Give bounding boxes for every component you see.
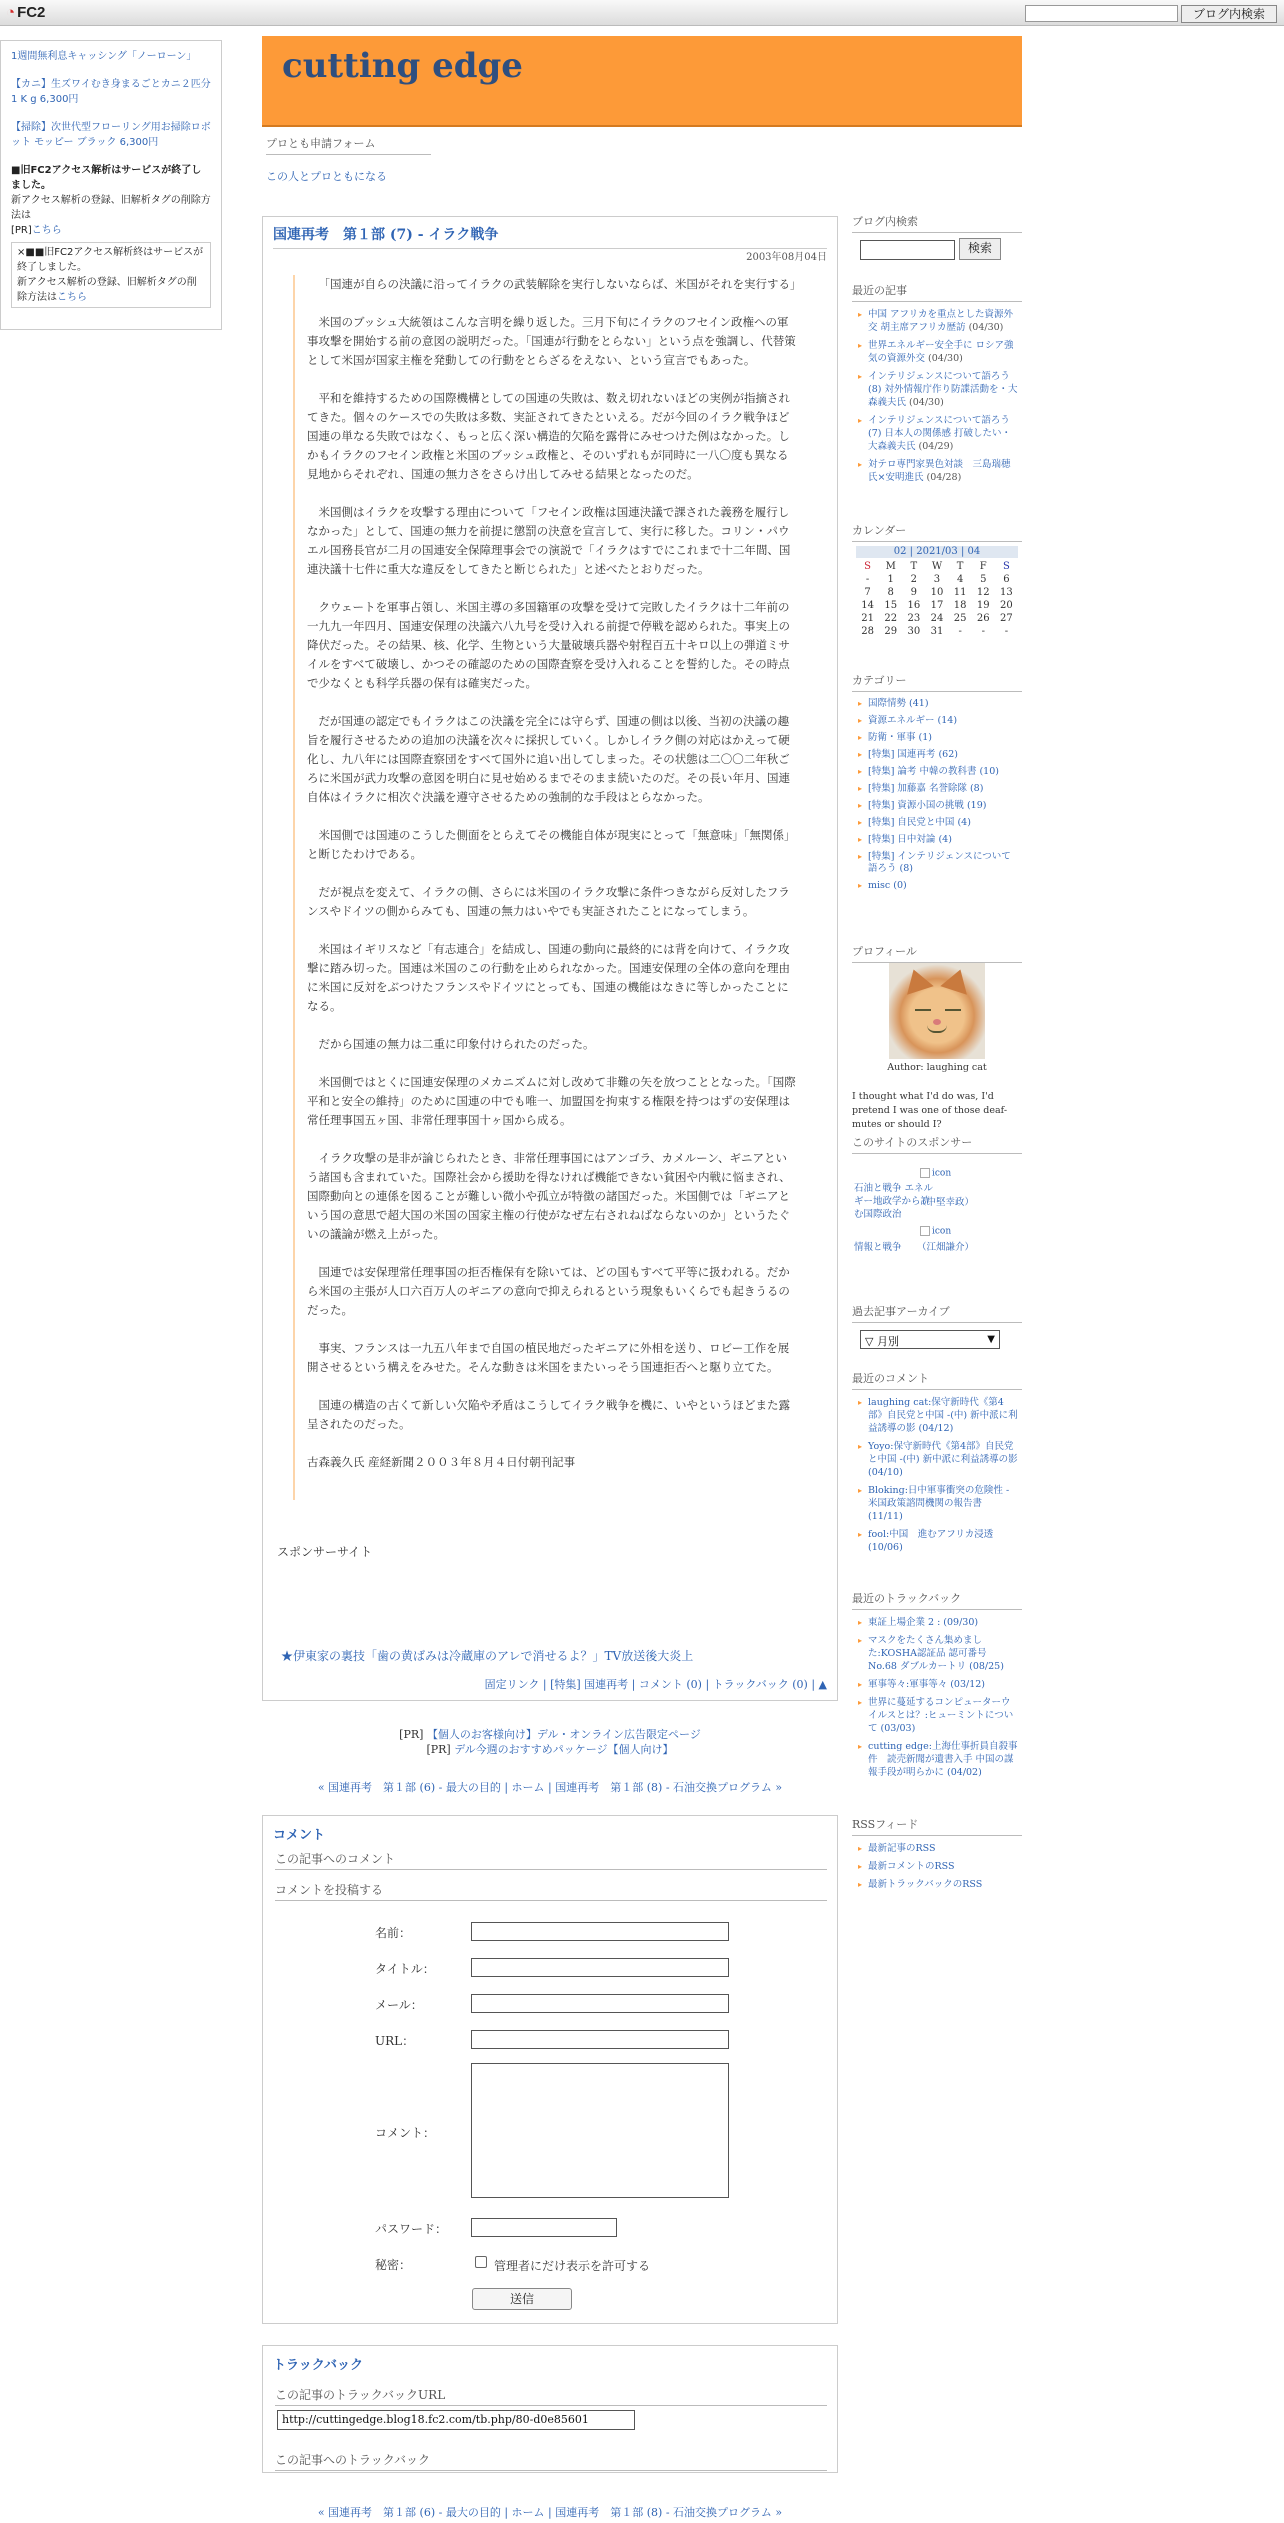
secret-checkbox[interactable]	[475, 2256, 487, 2268]
entry	[262, 216, 838, 1701]
password-input[interactable]	[471, 2218, 617, 2237]
broken-image-icon	[920, 1226, 930, 1236]
category-item[interactable]: ▸ [特集] 日中対論 (4)	[858, 834, 1018, 846]
mail-label: メール：	[375, 1998, 423, 2012]
calendar	[856, 546, 1018, 638]
paragraph: 事実、フランスは一九五八年まで自国の植民地だったギニアに外相を送り、ロビー工作を展開させるという構えをみせた。そんな動きは米国をまたいっそう国連拒否へと駆り立てた。	[307, 1341, 790, 1374]
trackback-section	[262, 2345, 838, 2473]
calendar-next[interactable]: 04	[967, 546, 981, 557]
sidebar-search-heading: ブログ内検索	[852, 213, 1022, 233]
trackback-heading: トラックバック	[273, 2358, 363, 2373]
sponsor-link[interactable]: 情報と戦争	[854, 1242, 902, 1253]
profile-description: I thought what I'd do was, I'd pretend I was one of those deaf-mutes or should I?	[852, 1091, 1008, 1130]
recent-trackback-item[interactable]: ▸ 軍事等々:軍事等々 (03/12)	[858, 1678, 1018, 1691]
paragraph: 米国はイギリスなど「有志連合」を結成し、国連の動向に最終的には背を向けて、イラク攻撃に踏み切った。国連は米国のこの行動を止められなかった。国連安保理の全体の意向を理由に米国に反対をぶつけたフランスやドイツにとっても、国連の機能はなきに等しかったことになる。	[307, 942, 790, 1013]
recent-comment-item[interactable]: ▸ Yoyo:保守新時代《第4部》自民党と中国 -(中) 新中派に利益誘導の影 (04/10)	[858, 1440, 1018, 1479]
sidebar-search-input[interactable]	[860, 240, 955, 260]
ad-link[interactable]: 【掃除】次世代型フローリング用お掃除ロボット モッピー ブラック 6,300円	[11, 122, 211, 148]
recent-comments-heading: 最近のコメント	[852, 1370, 1022, 1390]
trackback-url-heading: この記事のトラックバックURL	[275, 2386, 827, 2406]
comment-section	[262, 1815, 838, 2324]
analytics-notice: ■旧FC2アクセス解析はサービスが終了しました。 新アクセス解析の登録、旧解析タグの削除方法は [PR]こちら	[11, 165, 211, 236]
calendar-grid: S M T W T F S - 1 2 3 4 5 6 7 8 9 10 11 12 13 14 15 16 17 18 19 20 21 22 23 24 25 26 27 28 29 30 31 - - -	[861, 561, 1013, 637]
paragraph: 米国側はイラクを攻撃する理由について「フセイン政権は国連決議で課された義務を履行しなかった」として、国連の無力を前提に懲罰の決意を宣言して、実行に移した。コリン・パウエル国務長官が二月の国連安全保障理事会での演説で「イラクはすでにこれまで十二年間、国連決議十七件に重大な違反をしてきたと断じられた」と述べたとおりだった。	[307, 505, 791, 576]
pr-link[interactable]: 【個人のお客様向け】デル・オンライン広告限定ページ	[426, 1728, 701, 1741]
recent-posts-heading: 最近の記事	[852, 282, 1022, 302]
ad-link[interactable]: 【カニ】生ズワイむき身まるごとカニ２匹分 1 K g 6,300円	[11, 79, 211, 105]
tv-ad-link[interactable]: ★伊東家の裏技「歯の黄ばみは冷蔵庫のアレで消せるよ？」TV放送後大炎上	[281, 1649, 694, 1663]
paragraph: 「国連が自らの決議に沿ってイラクの武装解除を実行しないならば、米国がそれを実行する」	[318, 277, 802, 291]
entry-date: 2003年08月04日	[746, 252, 827, 263]
fc2-logo[interactable]: ◔ FC2	[6, 4, 46, 21]
pro-link[interactable]: この人とプロともになる	[266, 170, 387, 183]
name-label: 名前：	[375, 1926, 412, 1940]
entry-navigation[interactable]: « 国連再考 第１部 (6) - 最大の目的 | ホーム | 国連再考 第１部 (8) - 石油交換プログラム »	[317, 1781, 783, 1794]
blog-title[interactable]: cutting edge	[282, 46, 523, 86]
comment-textarea[interactable]	[471, 2063, 729, 2198]
ad-link[interactable]: 1週間無利息キャッシング「ノーローン」	[11, 51, 197, 62]
profile-heading: プロフィール	[852, 943, 1022, 963]
categories-list	[858, 698, 1018, 897]
pr-link[interactable]: デル今週のおすすめパッケージ【個人向け】	[454, 1743, 674, 1756]
comment-label: コメント：	[375, 2126, 436, 2140]
profile-author: Author: laughing cat	[887, 1062, 987, 1073]
url-input[interactable]	[471, 2030, 729, 2049]
password-label: パスワード：	[375, 2222, 448, 2236]
entry-footer-links[interactable]: 固定リンク | [特集] 国連再考 | コメント (0) | トラックバック (0) | ▲	[484, 1678, 827, 1691]
pro-form-heading: プロとも申請フォーム	[266, 135, 431, 155]
left-ad-column	[0, 40, 222, 330]
sponsor-image[interactable]: icon	[920, 1168, 951, 1179]
paragraph: 米国側では国連のこうした側面をとらえてその機能自体が現実にとって「無意味」「無関係」と断じたわけである。	[307, 828, 796, 861]
mail-input[interactable]	[471, 1994, 729, 2013]
recent-post-item[interactable]: ▸ 中国 アフリカを重点とした資源外交 胡主席アフリカ歴訪 (04/30)	[858, 308, 1018, 334]
name-input[interactable]	[471, 1922, 729, 1941]
recent-comments-list	[858, 1396, 1018, 1559]
url-label: URL：	[375, 2034, 415, 2048]
recent-trackbacks-heading: 最近のトラックバック	[852, 1590, 1022, 1610]
category-item[interactable]: ▸ 資源エネルギー (14)	[858, 715, 1018, 727]
title-input[interactable]	[471, 1958, 729, 1977]
blog-header	[262, 36, 1022, 127]
paragraph: 平和を維持するための国際機構としての国連の失敗は、数え切れないほどの実例が指摘されてきた。個々のケースでの失敗は多数、実証されてきたといえる。だが今回のイラク戦争ほど国連の単なる失敗ではなく、もっと広く深い構造的欠陥を露骨にみせつけた例はなかった。しかもイラクのフセイン政権と米国のブッシュ政権と、そのいずれもが同時に一八〇度も異なる見地からそれぞれ、国連の無力さをさらけ出してみせる結果となったのだ。	[307, 391, 790, 481]
paragraph: 米国側ではとくに国連安保理のメカニズムに対し改めて非難の矢を放つこととなった。「国際平和と安全の維持」のために国連の中でも唯一、加盟国を拘束する権限を持つはずの安保理は常任理事国五ヶ国、非常任理事国十ヶ国から成る。	[307, 1075, 796, 1127]
notice-link[interactable]: こちら	[31, 225, 62, 236]
category-item[interactable]: ▸ [特集] 論考 中韓の教科書 (10)	[858, 766, 1018, 778]
archive-month-select[interactable]: ▽ 月別 ▼	[860, 1330, 1000, 1349]
calendar-month-nav: 02 | 2021/03 | 04	[856, 546, 1018, 558]
rss-item[interactable]: ▸ 最新記事のRSS	[858, 1842, 1018, 1855]
entry-body	[293, 275, 805, 1500]
calendar-heading: カレンダー	[852, 522, 1022, 542]
sponsor-label: スポンサーサイト	[277, 1545, 373, 1559]
secret-label: 秘密：	[375, 2258, 412, 2272]
paragraph: 米国のブッシュ大統領はこんな言明を繰り返した。三月下旬にイラクのフセイン政権への軍事攻撃を開始する前の意図の説明だった。「国連が行動をとらない」という点を強調し、代替策として米国が国家主権を発動しての行動をとらざるをえない、という宣言でもあった。	[307, 315, 796, 367]
sponsor-image[interactable]: icon	[920, 1226, 951, 1237]
notice-link[interactable]: こちら	[57, 292, 87, 303]
category-item[interactable]: ▸ 国際情勢 (41)	[858, 698, 1018, 710]
archive-heading: 過去記事アーカイブ	[852, 1303, 1022, 1323]
entry-title[interactable]: 国連再考 第１部 (7) - イラク戦争	[273, 224, 827, 249]
profile-avatar	[889, 963, 985, 1059]
sponsor-note: （江畑謙介）	[917, 1242, 975, 1253]
sponsors-heading: このサイトのスポンサー	[852, 1134, 1022, 1154]
sidebar-search-button[interactable]: 検索	[959, 238, 1001, 260]
rss-heading: RSSフィード	[852, 1816, 1022, 1836]
recent-trackback-item[interactable]: ▸ cutting edge:上海仕事折員自殺事件 読売新聞が遺書入手 中国の謀報手段が明らかに (04/02)	[858, 1740, 1018, 1779]
comment-post-heading: コメントを投稿する	[275, 1881, 827, 1901]
recent-post-item[interactable]: ▸ インテリジェンスについて語ろう (8) 対外情報庁作り防諜活動を・大森義夫氏 (04/30)	[858, 370, 1018, 409]
trackback-list-heading: この記事へのトラックバック	[275, 2451, 827, 2471]
secret-option-label: 管理者にだけ表示を許可する	[494, 2259, 651, 2273]
rss-list	[858, 1842, 1018, 1896]
entry-navigation-bottom[interactable]: « 国連再考 第１部 (6) - 最大の目的 | ホーム | 国連再考 第１部 (8) - 石油交換プログラム »	[317, 2506, 783, 2519]
rss-item[interactable]: ▸ 最新トラックバックのRSS	[858, 1878, 1018, 1891]
fc2-mark-icon: ◔	[6, 4, 16, 21]
recent-comment-item[interactable]: ▸ Bloking:日中軍事衝突の危険性 - 米国政策諮問機関の報告書 (11/11)	[858, 1484, 1018, 1523]
paragraph: だから国連の無力は二重に印象付けられたのだった。	[318, 1037, 595, 1051]
title-label: タイトル：	[375, 1962, 435, 1976]
calendar-prev[interactable]: 02	[893, 546, 907, 557]
comment-list-heading: この記事へのコメント	[275, 1850, 827, 1870]
category-item[interactable]: ▸ [特集] 国連再考 (62)	[858, 749, 1018, 761]
broken-image-icon	[920, 1168, 930, 1178]
categories-heading: カテゴリー	[852, 672, 1022, 692]
category-item[interactable]: ▸ 防衛・軍事 (1)	[858, 732, 1018, 744]
recent-trackback-item[interactable]: ▸ マスクをたくさん集めました:KOSHA認証品 認可番号 No.68 ダブルカートリ (08/25)	[858, 1634, 1018, 1673]
pr-block: [PR] 【個人のお客様向け】デル・オンライン広告限定ページ [PR] デル今週のおすすめパッケージ【個人向け】	[399, 1728, 701, 1756]
fc2-toolbar	[0, 0, 1284, 26]
header-divider	[262, 125, 1022, 127]
paragraph: だが国連の認定でもイラクはこの決議を完全には守らず、国連の側は以後、当初の決議の趣旨を履行させるための追加の決議を次々に採択していく。しかしイラク側の対応はかえって硬化し、九八年には国際査察団をすべて国外に追い出してしまった。その状態は二〇〇二年秋ごろに米国が武力攻撃の意図を明白に見せ始めるまでそのまま続いたのだ。その長い年月、国連自体はイラクに相次ぐ決議を遵守させるための強制的な手段はとらなかった。	[307, 714, 790, 804]
analytics-notice-box: ×■■旧FC2アクセス解析終はサービスが終了しました。 新アクセス解析の登録、旧解析タグの削除方法はこちら	[11, 242, 211, 308]
entry-signature: 古森義久氏 産経新聞２００３年８月４日付朝刊記事	[307, 1455, 576, 1469]
recent-post-item[interactable]: ▸ 世界エネルギー安全手に ロシア強気の資源外交 (04/30)	[858, 339, 1018, 365]
paragraph: だが視点を変えて、イラクの側、さらには米国のイラク攻撃に条件つきながら反対したフランスやドイツの側からみても、国連の無力はいやでも実証されたことになってしまう。	[307, 885, 790, 918]
toolbar-search-input[interactable]	[1025, 5, 1178, 22]
recent-comment-item[interactable]: ▸ laughing cat:保守新時代《第4部》自民党と中国 -(中) 新中派に利益誘導の影 (04/12)	[858, 1396, 1018, 1435]
category-item[interactable]: ▸ [特集] 自民党と中国 (4)	[858, 817, 1018, 829]
submit-button[interactable]: 送信	[472, 2288, 572, 2310]
category-item[interactable]: ▸ [特集] 資源小国の挑戦 (19)	[858, 800, 1018, 812]
category-item[interactable]: ▸ misc (0)	[858, 880, 1018, 892]
recent-trackback-item[interactable]: ▸ 世界に蔓延するコンピューターウイルスとは？:ヒューミントについて (03/03)	[858, 1696, 1018, 1735]
trackback-url-field[interactable]: http://cuttingedge.blog18.fc2.com/tb.php/80-d0e85601	[277, 2410, 635, 2430]
category-item[interactable]: ▸ [特集] インテリジェンスについて語ろう (8)	[858, 851, 1018, 875]
toolbar-search-button[interactable]: ブログ内検索	[1181, 5, 1277, 23]
sponsor-link[interactable]: 石油と戦争 エネルギー地政学から読む国際政治	[854, 1183, 934, 1220]
recent-post-item[interactable]: ▸ 対テロ専門家異色対談 三島瑞穂氏×安明進氏 (04/28)	[858, 458, 1018, 484]
recent-posts-list	[858, 308, 1018, 489]
paragraph: クウェートを軍事占領し、米国主導の多国籍軍の攻撃を受けて完敗したイラクは十二年前の一九九一年四月、国連安保理の決議六八九号を受け入れる前提で停戦を認められた。事実上の降伏だった。その結果、核、化学、生物という大量破壊兵器や射程百五十キロ以上の弾道ミサイルをすべて破壊し、かつその確認のための国際査察を受け入れることを誓約した。その時点で少なくとも科学兵器の保有は確実だった。	[307, 600, 790, 690]
comment-heading: コメント	[273, 1828, 326, 1843]
recent-comment-item[interactable]: ▸ fool:中国 進むアフリカ浸透 (10/06)	[858, 1528, 1018, 1554]
sponsor-note: （中堅幸政）	[917, 1197, 975, 1208]
paragraph: 国連では安保理常任理事国の拒否権保有を除いては、どの国もすべて平等に扱われる。だから米国の主張が人口六百万人のギニアの意向で抑えられるという現象もいくらでも起きうるのだった。	[307, 1265, 790, 1317]
rss-item[interactable]: ▸ 最新コメントのRSS	[858, 1860, 1018, 1873]
recent-trackbacks-list	[858, 1616, 1018, 1784]
calendar-current: 2021/03	[916, 546, 958, 557]
recent-post-item[interactable]: ▸ インテリジェンスについて語ろう (7) 日本人の関係感 打破したい・大森義夫氏 (04/29)	[858, 414, 1018, 453]
paragraph: 国連の構造の古くて新しい欠陥や矛盾はこうしてイラク戦争を機に、いやというほどまた露呈されたのだった。	[307, 1398, 790, 1431]
category-item[interactable]: ▸ [特集] 加藤嘉 名誉除隊 (8)	[858, 783, 1018, 795]
paragraph: イラク攻撃の是非が論じられたとき、非常任理事国にはアンゴラ、カメルーン、ギニアという諸国も含まれていた。国際社会から援助を得なければ機能できない貧困や内戦に悩まされ、国際動向との連係を図ることが難しい微小や孤立が特徴の諸国だった。米国側では「ギニアという国の意思で超大国の米国の国家主権の行使がなぜ左右されねばならないのか」というたぐいの議論が燃え上がった。	[307, 1151, 791, 1241]
chevron-down-icon: ▼	[987, 1334, 995, 1345]
recent-trackback-item[interactable]: ▸ 東証上場企業 2 : (09/30)	[858, 1616, 1018, 1629]
